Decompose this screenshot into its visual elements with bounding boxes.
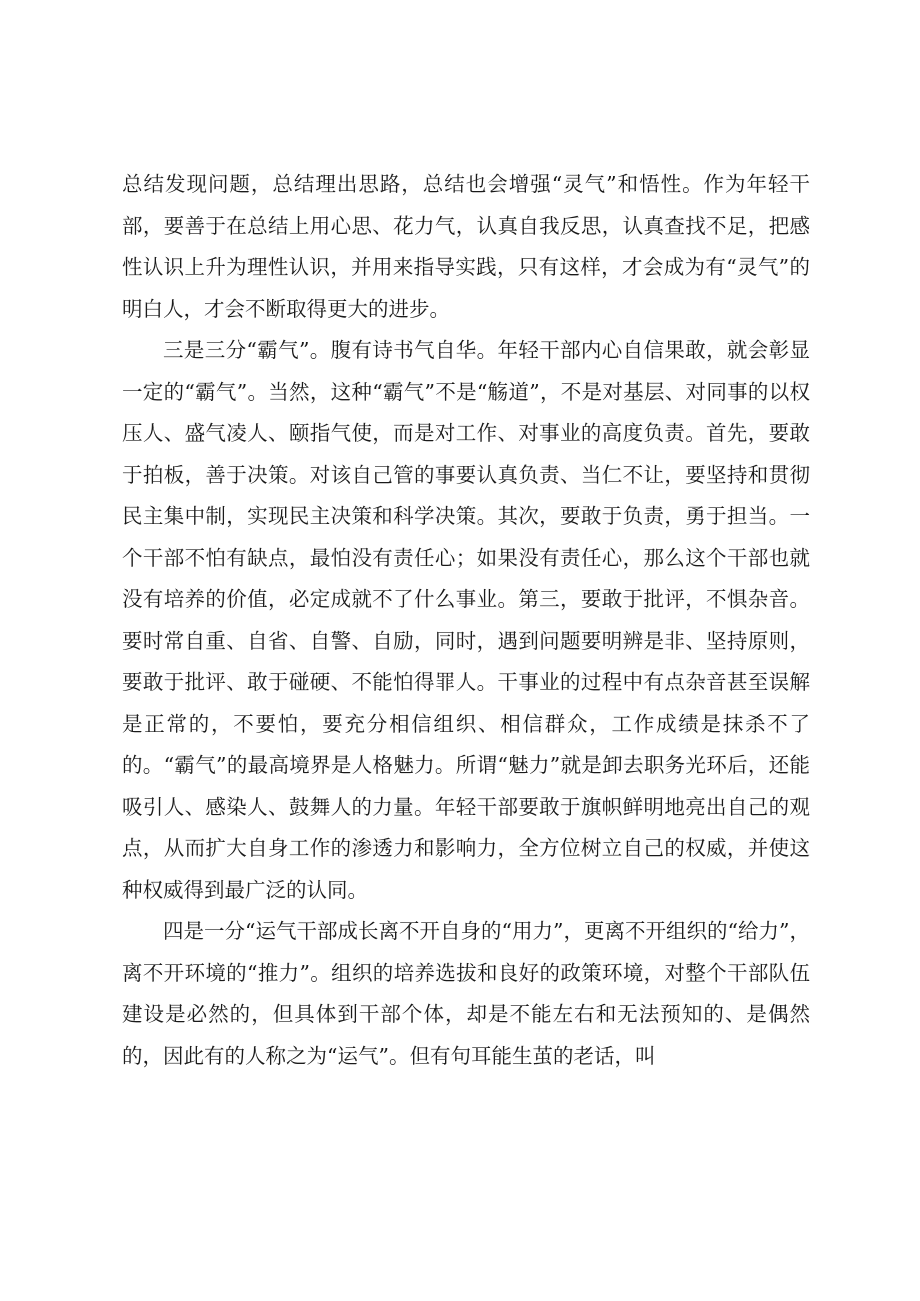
paragraph-domineering-spirit: 三是三分“霸气”。腹有诗书气自华。年轻干部内心自信果敢，就会彰显一定的“霸气”。当然，这种“霸气”不是“觞道”，不是对基层、对同事的以权压人、盛气凌人、颐指气使，而是对工作、对事业的高度负责。首先，要敢于拍板，善于决策。对该自己管的事要认真负责、当仁不让，要坚持和贯彻民主集中制，实现民主决策和科学决策。其次，要敢于负责，勇于担当。一个干部不怕有缺点，最怕没有责任心；如果没有责任心，那么这个干部也就没有培养的价值，必定成就不了什么事业。第三，要敢于批评，不惧杂音。要时常自重、自省、自警、自励，同时，遇到问题要明辨是非、坚持原则，要敢于批评、敢于碰硬、不能怕得罪人。干事业的过程中有点杂音甚至误解是正常的，不要怕，要充分相信组织、相信群众，工作成绩是抹杀不了的。“霸气”的最高境界是人格魅力。所谓“魅力”就是卸去职务光环后，还能吸引人、感染人、鼓舞人的力量。年轻干部要敢于旗帜鲜明地亮出自己的观点，从而扩大自身工作的渗透力和影响力，全方位树立自己的权威，并使这种权威得到最广泛的认同。 — [122, 338, 810, 902]
paragraph-continuation: 总结发现问题，总结理出思路，总结也会增强“灵气”和悟性。作为年轻干部，要善于在总结上用心思、花力气，认真自我反思，认真查找不足，把感性认识上升为理性认识，并用来指导实践，只有这样，才会成为有“灵气”的明白人，才会不断取得更大的进步。 — [122, 172, 810, 321]
paragraph-luck: 四是一分“运气干部成长离不开自身的“用力”，更离不开组织的“给力”，离不开环境的“推力”。组织的培养选拔和良好的政策环境，对整个干部队伍建设是必然的，但具体到干部个体，却是不能左右和无法预知的、是偶然的，因此有的人称之为“运气”。但有句耳能生茧的老话，叫 — [122, 919, 810, 1068]
document-body — [122, 164, 810, 1077]
